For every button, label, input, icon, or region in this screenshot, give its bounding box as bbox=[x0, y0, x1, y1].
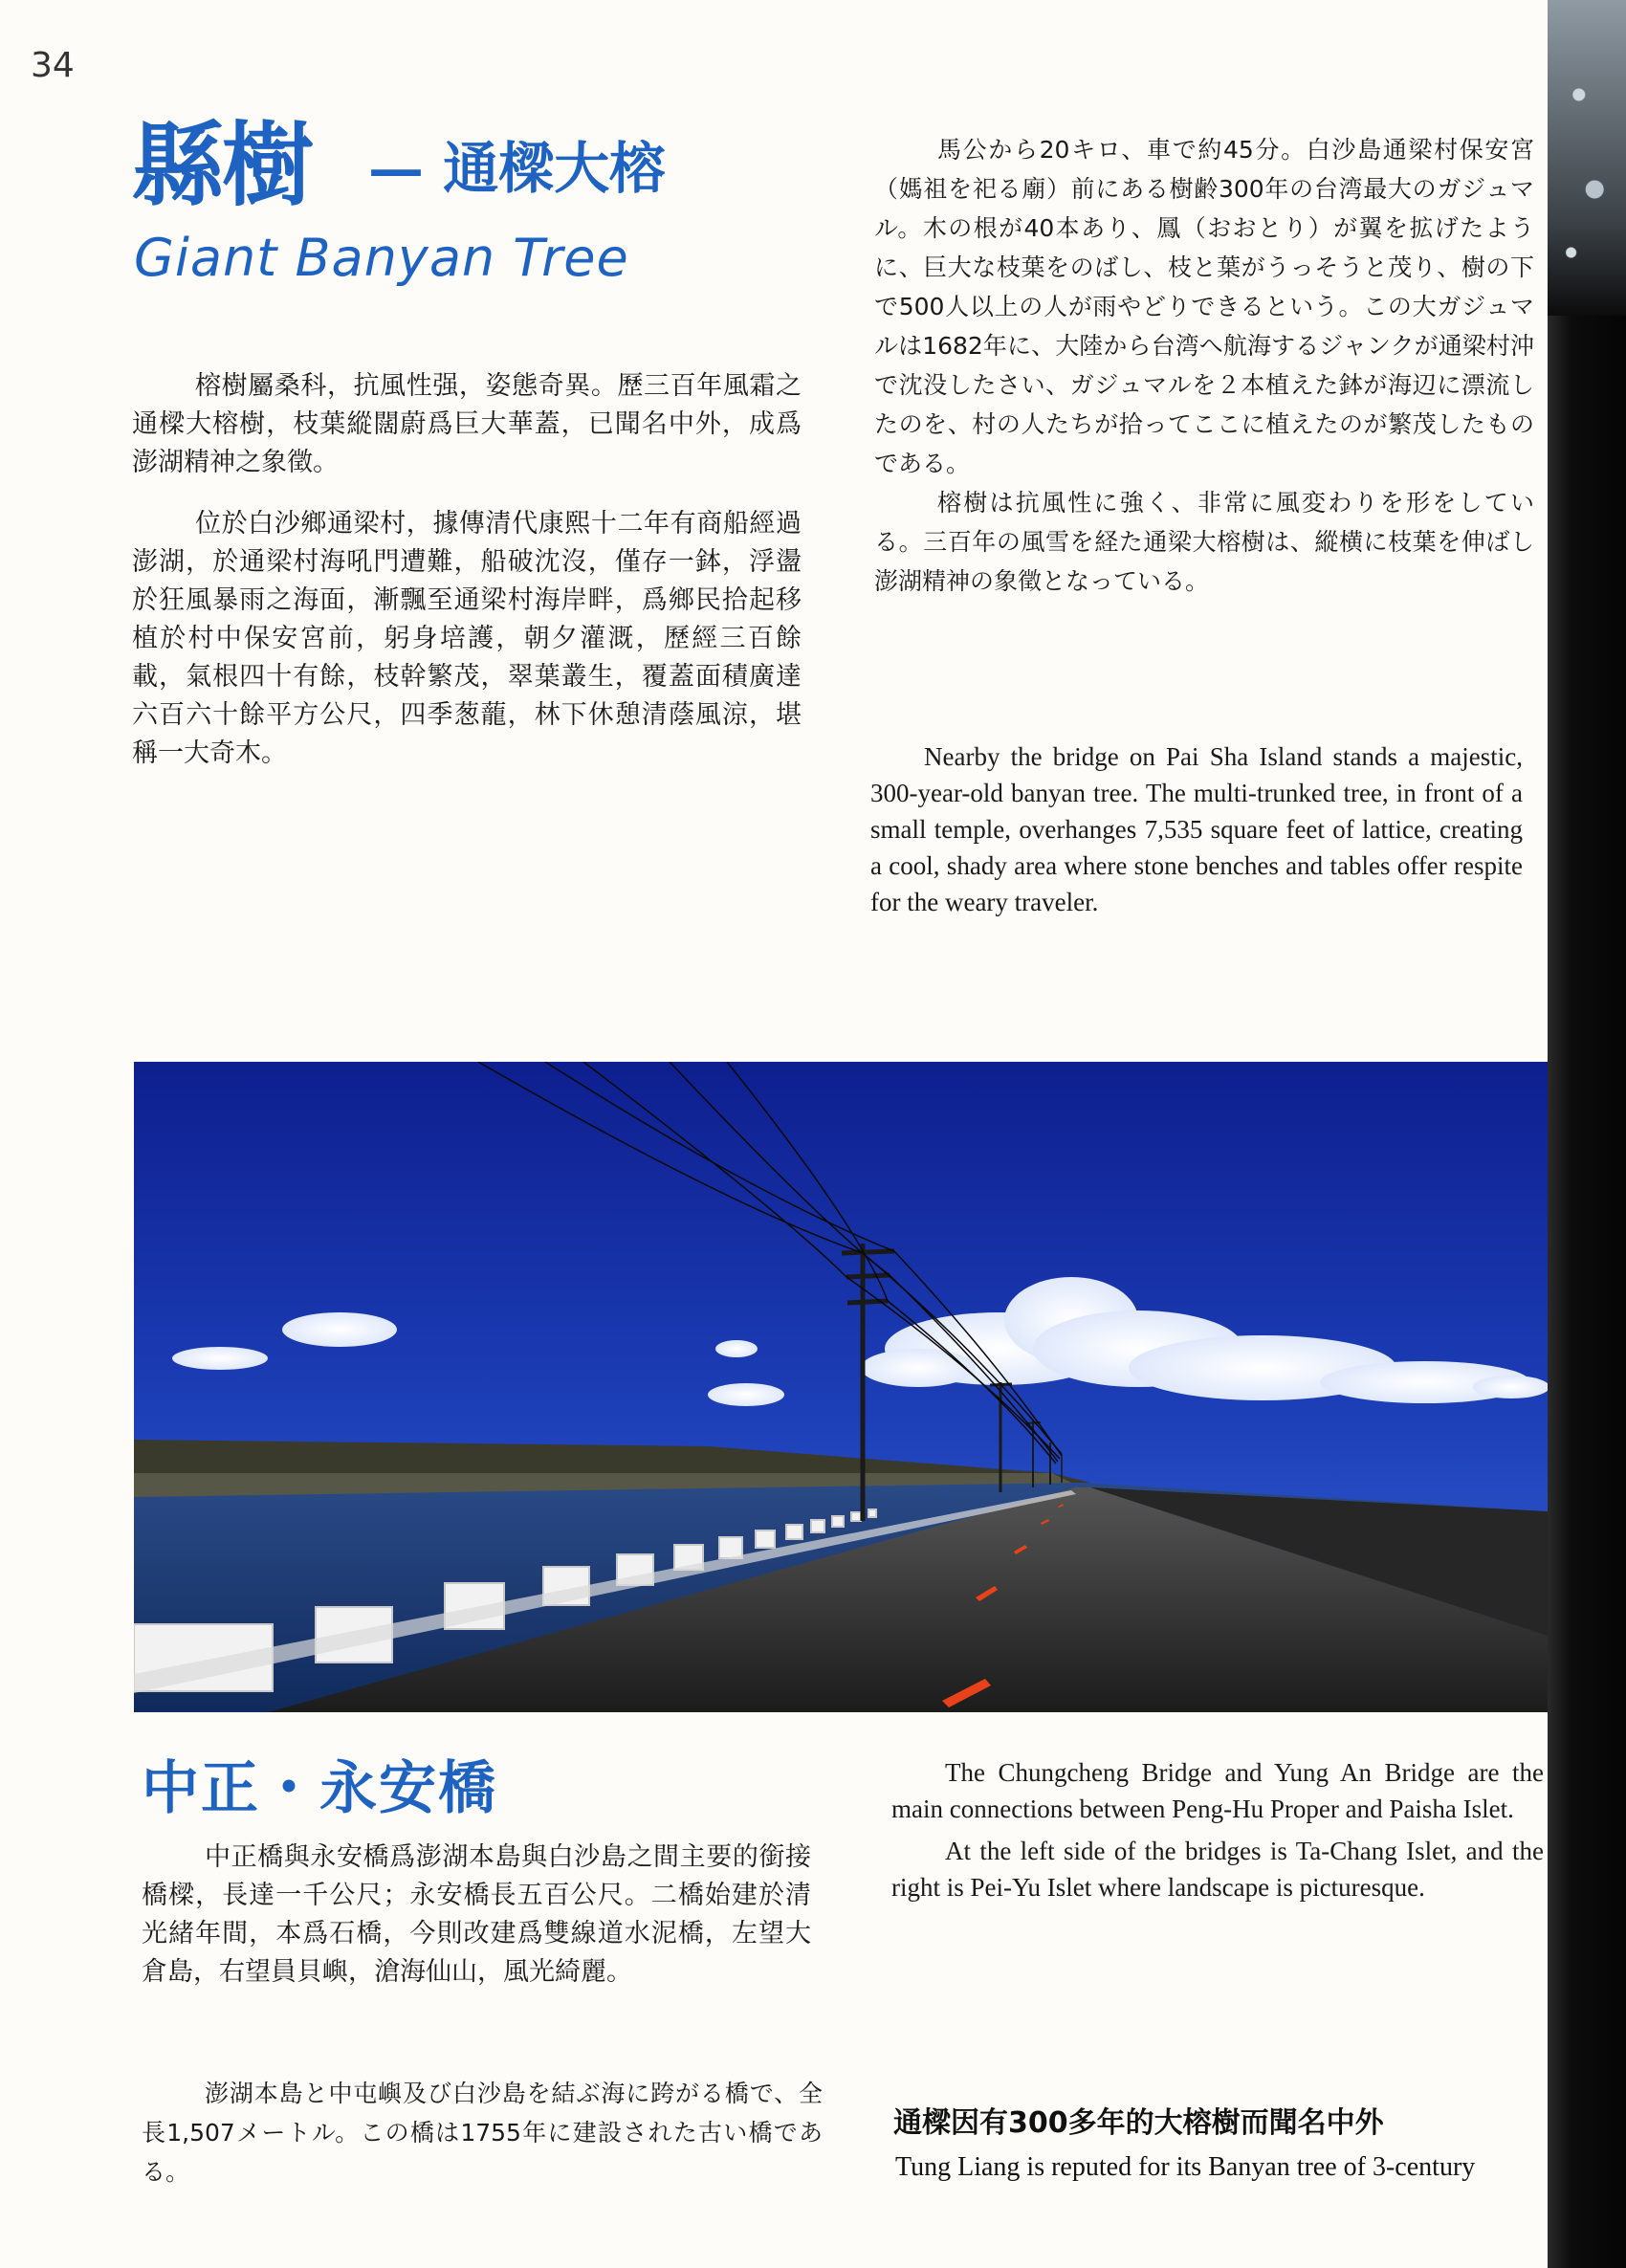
page-title-english: Giant Banyan Tree bbox=[134, 228, 629, 288]
page-subtitle-chinese: — 通樑大榕 bbox=[368, 136, 666, 201]
caption-english: Tung Liang is reputed for its Banyan tree of 3-century bbox=[895, 2152, 1476, 2182]
bridge-text-chinese bbox=[142, 1839, 811, 2015]
page-title-chinese: 縣樹 bbox=[132, 111, 312, 219]
paragraph: 中正橋與永安橋爲澎湖本島與白沙島之間主要的銜接橋樑，長達一千公尺；永安橋長五百公尺。二橋始建於清光緒年間，本爲石橋，今則改建爲雙線道水泥橋，左望大倉島，右望員貝嶼，滄海仙山，風光綺麗。 bbox=[142, 1842, 811, 1987]
paragraph: At the left side of the bridges is Ta-Chang Islet, and the right is Pei-Yu Islet where landscape is picturesque. bbox=[891, 1837, 1544, 1902]
banyan-text-chinese bbox=[132, 367, 802, 796]
page-number: 34 bbox=[31, 46, 75, 85]
adjacent-page-tree-image bbox=[1548, 0, 1626, 316]
caption-chinese: 通樑因有300多年的大榕樹而聞名中外 bbox=[893, 2106, 1384, 2140]
section-title: 中正・永安橋 bbox=[142, 1755, 497, 1822]
paragraph: The Chungcheng Bridge and Yung An Bridge are the main connections between Peng-Hu Proper and Paisha Islet. bbox=[891, 1758, 1544, 1823]
paragraph: 澎湖本島と中屯嶼及び白沙島を結ぶ海に跨がる橋で、全長1,507メートル。この橋は1755年に建設された古い橋である。 bbox=[142, 2080, 823, 2186]
paragraph: 榕樹屬桑科，抗風性强，姿態奇異。歷三百年風霜之通樑大榕樹，枝葉縱闊蔚爲巨大華蓋，已聞名中外，成爲澎湖精神之象徵。 bbox=[132, 371, 802, 477]
bridge-text-japanese bbox=[142, 2074, 823, 2191]
banyan-text-japanese bbox=[874, 130, 1534, 601]
paragraph: Nearby the bridge on Pai Sha Island stands a majestic, 300-year-old banyan tree. The multi-trunked tree, in front of a small temple, overhanges 7,535 square feet of lattice, creating a cool, shady area where stone benches and tables offer respite for the weary traveler. bbox=[870, 742, 1523, 916]
paragraph: 位於白沙鄉通梁村，據傳清代康熙十二年有商船經過澎湖，於通梁村海吼門遭難，船破沈沒，僅存一鉢，浮盪於狂風暴雨之海面，漸飄至通梁村海岸畔，爲鄉民拾起移植於村中保安宮前，躬身培護，朝夕灌溉，歷經三百餘載，氣根四十有餘，枝幹繁茂，翠葉叢生，覆蓋面積廣達六百六十餘平方公尺，四季葱蘢，林下休憩清蔭風涼，堪稱一大奇木。 bbox=[132, 509, 802, 768]
bridge-road-photo bbox=[134, 1062, 1548, 1712]
adjacent-page-edge bbox=[1548, 0, 1626, 2268]
paragraph: 馬公から20キロ、車で約45分。白沙島通梁村保安宮（媽祖を祀る廟）前にある樹齢300年の台湾最大のガジュマル。木の根が40本あり、鳳（おおとり）が翼を拡げたように、巨大な枝葉をのばし、枝と葉がうっそうと茂り、樹の下で500人以上の人が雨やどりできるという。この大ガジュマルは1682年に、大陸から台湾へ航海するジャンクが通梁村沖で沈没したさい、ガジュマルを２本植えた鉢が海辺に漂流したのを、村の人たちが拾ってここに植えたのが繁茂したものである。 bbox=[874, 136, 1534, 477]
bridge-text-english bbox=[891, 1754, 1544, 1911]
paragraph: 榕樹は抗風性に強く、非常に風変わりを形をしている。三百年の風雪を経た通梁大榕樹は、縱横に枝葉を伸ばし澎湖精神の象徵となっている。 bbox=[874, 489, 1534, 595]
banyan-text-english bbox=[870, 738, 1523, 926]
